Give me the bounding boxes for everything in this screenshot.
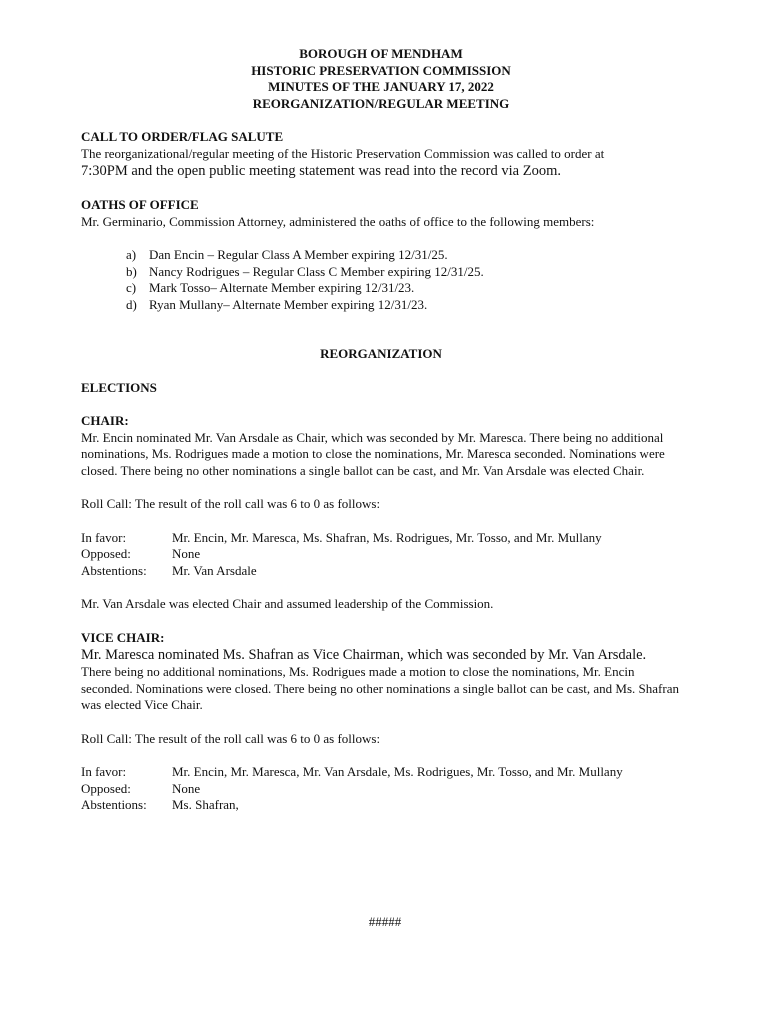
vote-value: Mr. Encin, Mr. Maresca, Ms. Shafran, Ms. Rodrigues, Mr. Tosso, and Mr. Mullany	[172, 529, 602, 545]
oath-item-text: Mark Tosso– Alternate Member expiring 12/31/23.	[149, 280, 415, 295]
header-meeting-type: REORGANIZATION/REGULAR MEETING	[252, 95, 510, 111]
vice-chair-roll-call: Roll Call: The result of the roll call was 6 to 0 as follows:	[81, 730, 381, 746]
oath-item-label: c)	[126, 280, 137, 295]
oath-item-label: b)	[126, 263, 137, 279]
vote-label: Abstentions:	[81, 562, 147, 578]
call-to-order-heading: CALL TO ORDER/FLAG SALUTE	[81, 129, 284, 144]
vote-label: In favor:	[81, 764, 127, 779]
oath-item-label: d)	[126, 296, 137, 312]
header-borough: BOROUGH OF MENDHAM	[299, 46, 463, 61]
oath-item	[126, 280, 681, 297]
vote-row	[81, 530, 681, 547]
oath-item-text: Nancy Rodrigues – Regular Class C Member expiring 12/31/25.	[149, 263, 484, 279]
vice-chair-nomination-line: Mr. Maresca nominated Ms. Shafran as Vice Chairman, which was seconded by Mr. Van Arsdale.	[81, 647, 647, 663]
vote-value: Ms. Shafran,	[172, 797, 239, 812]
chair-votes	[81, 530, 681, 580]
section-oaths	[81, 197, 681, 313]
reorganization-heading: REORGANIZATION	[320, 346, 442, 361]
oaths-heading: OATHS OF OFFICE	[81, 197, 199, 212]
vice-chair-heading: VICE CHAIR:	[81, 629, 165, 645]
vote-label: Opposed:	[81, 780, 131, 796]
document-header	[81, 46, 681, 112]
chair-heading: CHAIR:	[81, 413, 129, 428]
header-minutes-date: MINUTES OF THE JANUARY 17, 2022	[268, 79, 494, 94]
end-marker: #####	[368, 914, 402, 929]
vote-value: Mr. Encin, Mr. Maresca, Mr. Van Arsdale, Ms. Rodrigues, Mr. Tosso, and Mr. Mullany	[172, 764, 623, 779]
header-commission: HISTORIC PRESERVATION COMMISSION	[251, 62, 511, 78]
oath-item	[126, 297, 681, 314]
vice-chair-paragraph: There being no additional nominations, Ms. Rodrigues made a motion to close the nominations, Mr. Encin seconded. Nominations were closed. There being no other nominations a single ballot can be cast, and Ms. Shafran was elected Vice Chair.	[81, 664, 679, 712]
oath-item	[126, 247, 681, 264]
elections-heading: ELECTIONS	[81, 379, 157, 395]
vote-value: None	[172, 546, 201, 561]
chair-result: Mr. Van Arsdale was elected Chair and assumed leadership of the Commission.	[81, 596, 494, 611]
call-to-order-text-line1: The reorganizational/regular meeting of the Historic Preservation Commission was called to order at	[81, 145, 605, 161]
section-chair	[81, 413, 681, 613]
oaths-list	[81, 247, 681, 313]
vote-value: None	[172, 780, 201, 796]
oaths-text: Mr. Germinario, Commission Attorney, administered the oaths of office to the following members:	[81, 213, 595, 229]
oath-item-text: Dan Encin – Regular Class A Member expiring 12/31/25.	[149, 247, 448, 262]
oath-item	[126, 264, 681, 281]
vote-row	[81, 797, 681, 814]
chair-roll-call: Roll Call: The result of the roll call was 6 to 0 as follows:	[81, 496, 381, 511]
call-to-order-text-line2: 7:30PM and the open public meeting statement was read into the record via Zoom.	[81, 163, 561, 179]
oath-item-label: a)	[126, 247, 137, 262]
minutes-document	[81, 46, 681, 814]
section-vice-chair	[81, 630, 681, 814]
vote-row	[81, 563, 681, 580]
vote-label: Opposed:	[81, 546, 131, 561]
vote-row	[81, 764, 681, 781]
oath-item-text: Ryan Mullany– Alternate Member expiring 12/31/23.	[149, 296, 428, 312]
vote-label: Abstentions:	[81, 797, 147, 812]
section-call-to-order	[81, 129, 681, 180]
vote-row	[81, 781, 681, 798]
vice-chair-votes	[81, 764, 681, 814]
vote-value: Mr. Van Arsdale	[172, 562, 257, 578]
vote-label: In favor:	[81, 529, 127, 545]
vote-row	[81, 546, 681, 563]
chair-paragraph: Mr. Encin nominated Mr. Van Arsdale as Chair, which was seconded by Mr. Maresca. There being no additional nominations, Ms. Rodrigues made a motion to close the nominations, Mr. Maresca seconded. Nominations were closed. There being no other nominations a single ballot can be cast, and Mr. Van Arsdale was elected Chair.	[81, 429, 665, 478]
